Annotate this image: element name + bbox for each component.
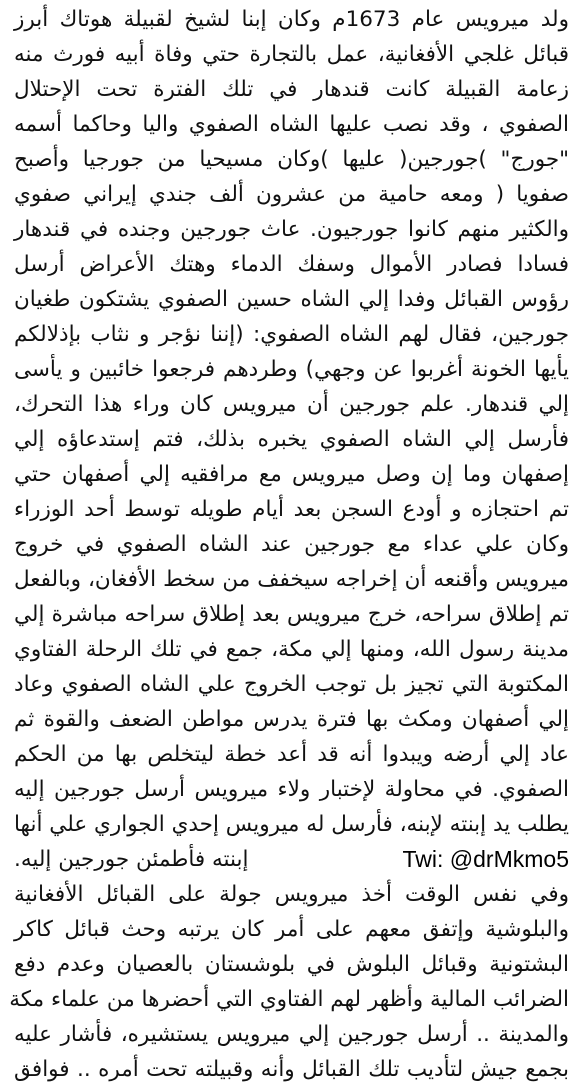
text-line: وفي نفس الوقت أخذ ميرويس جولة على القبائل الأفغانية (14, 882, 569, 907)
text-line: ميرويس وأقنعه أن إخراجه سيخفف من سخط الأفغان، وبالفعل (14, 567, 569, 592)
text-line: زعامة القبيلة كانت قندهار في تلك الفترة تحت الإحتلال (14, 77, 569, 102)
text-line: والمدينة .. أرسل جورجين إلي ميرويس يستشيره، فأشار عليه (14, 1022, 569, 1047)
text-line: مدينة رسول الله، ومنها إلي مكة، جمع في تلك الرحلة الفتاوي (14, 637, 569, 662)
text-line: صفويا ( ومعه حامية من عشرون ألف جندي إيراني صفوي (14, 182, 569, 207)
text-line: ولد ميرويس عام 1673م وكان إبنا لشيخ لقبيلة هوتاك أبرز (14, 7, 569, 32)
text-line: يأيها الخونة أغربوا عن وجهي) وطردهم فرجعوا خائبين و يأسى (14, 357, 569, 382)
text-line: قبائل غلجي الأفغانية، عمل بالتجارة حتي وفاة أبيه فورث منه (14, 42, 569, 67)
text-line: إلي قندهار. علم جورجين أن ميرويس كان وراء هذا التحرك، (14, 392, 569, 417)
text-line: تم إطلاق سراحه، خرج ميرويس بعد إطلاق سراحه مباشرة إلي (14, 602, 569, 627)
text-line: إبنته فأطمئن جورجين إليه. (14, 847, 249, 872)
text-line: "جورج" )جورجين( عليها )وكان مسيحيا من جورجيا وأصبح (14, 147, 569, 172)
text-line: إصفهان وما إن وصل ميرويس مع مرافقيه إلي أصفهان حتي (14, 462, 569, 487)
text-line: بجمع جيش لتأديب تلك القبائل وأنه وقبيلته تحت أمره .. فوافق (14, 1057, 569, 1082)
credit-line (14, 842, 569, 877)
text-line: المكتوبة التي تجيز بل توجب الخروج علي الشاه الصفوي وعاد (14, 672, 569, 697)
text-line: الصفوي. في محاولة لإختبار ولاء ميرويس أرسل جورجين إليه (14, 777, 569, 802)
text-line: البشتونية وقبائل البلوش في بلوشستان بالعصيان وعدم دفع (14, 952, 569, 977)
text-line: فسادا فصادر الأموال وسفك الدماء وهتك الأعراض أرسل (14, 252, 569, 277)
text-line: رؤوس القبائل وفدا إلي الشاه حسين الصفوي يشتكون طغيان (14, 287, 569, 312)
text-line: تم احتجازه و أودع السجن بعد أيام طويله توسط أحد الوزراء (14, 497, 569, 522)
text-line: جورجين، فقال لهم الشاه الصفوي: (إننا نؤجر و نثاب بإذلالكم (14, 322, 569, 347)
text-line: فأرسل إلي الشاه الصفوي يخبره بذلك، فتم إستدعاؤه إلي (14, 427, 569, 452)
text-line: والكثير منهم كانوا جورجيون. عاث جورجين وجنده في قندهار (14, 217, 569, 242)
paragraph-2 (9, 877, 569, 1087)
text-line: يطلب يد إبنته لإبنه، فأرسل له ميرويس إحدي الجواري علي أنها (14, 812, 569, 837)
text-line: إلي أصفهان ومكث بها فترة يدرس مواطن الضعف والقوة ثم (14, 707, 569, 732)
text-line: عاد إلي أرضه ويبدوا أنه قد أعد خطة ليتخلص بها من الحكم (14, 742, 569, 767)
paragraph-1 (14, 2, 569, 877)
twitter-handle: Twi: @drMkmo5 (402, 846, 569, 872)
text-line: الضرائب المالية وأظهر لهم الفتاوي التي أحضرها من علماء مكة (9, 987, 569, 1012)
text-line: والبلوشية وإتفق معهم على أمر كان يرتبه وحث قبائل كاكر (14, 917, 569, 942)
text-line: الصفوي ، وقد نصب عليها الشاه الصفوي واليا وحاكما أسمه (14, 112, 569, 137)
text-line: وكان علي عداء مع جورجين عند الشاه الصفوي في خروج (14, 532, 569, 557)
